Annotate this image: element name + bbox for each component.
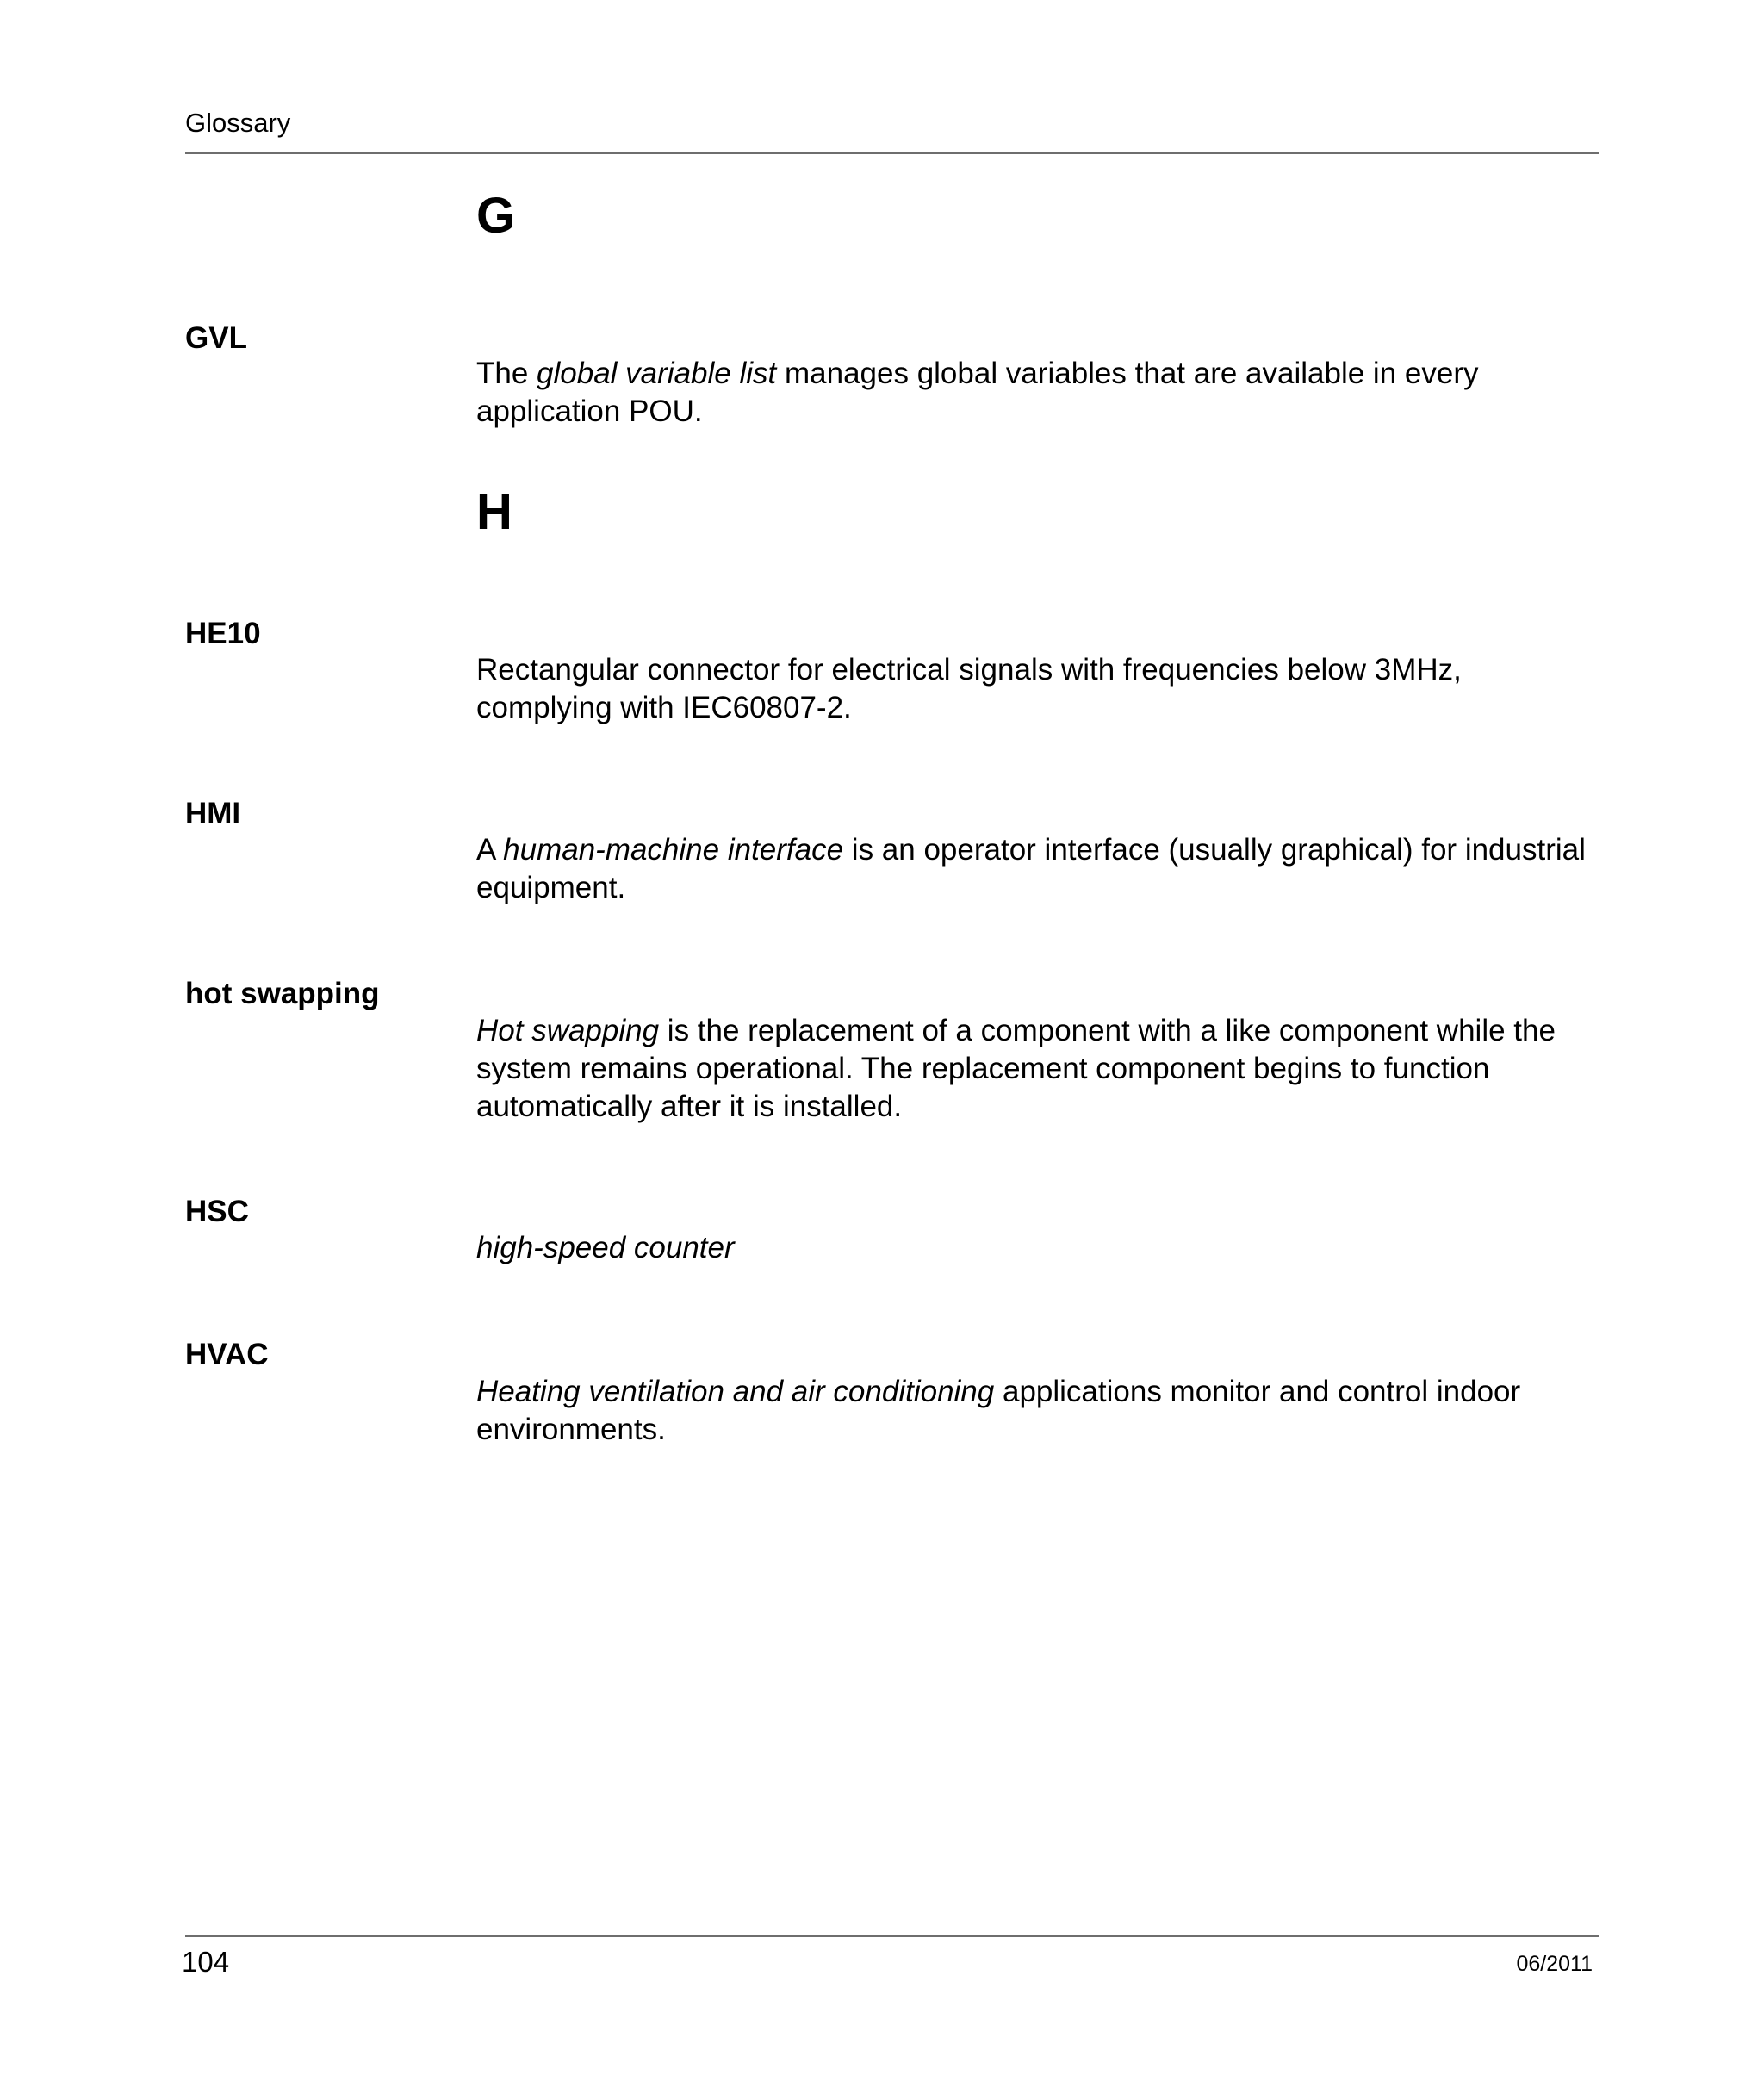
page-number: 104 (182, 1946, 230, 1978)
definition-emphasis: Hot swapping (476, 1014, 660, 1047)
glossary-term: HVAC (185, 1338, 269, 1371)
glossary-definition (476, 1373, 1605, 1449)
definition-text: is the replacement of a component with a like component while the system remains operational. The replacement component begins to function automatically after it is installed. (476, 1014, 1556, 1123)
glossary-definition (476, 831, 1605, 907)
glossary-definition (476, 1012, 1605, 1126)
definition-text: applications monitor and control indoor environments. (476, 1375, 1521, 1446)
definition-text: Rectangular connector for electrical signals with frequencies below 3MHz, complying with IEC60807-2. (476, 653, 1462, 724)
section-letter-g: G (476, 188, 516, 244)
definition-emphasis: high-speed counter (476, 1231, 735, 1264)
glossary-definition (476, 355, 1605, 431)
footer-rule (185, 1935, 1599, 1937)
header-rule (185, 152, 1599, 154)
definition-text: is an operator interface (usually graphical) for industrial equipment. (476, 833, 1586, 904)
glossary-term: HMI (185, 797, 241, 830)
glossary-term: HE10 (185, 617, 261, 650)
glossary-definition (476, 651, 1605, 727)
definition-emphasis: human-machine interface (503, 833, 844, 867)
section-letter-h: H (476, 484, 512, 540)
definition-text: manages global variables that are available in every application POU. (476, 357, 1479, 428)
definition-emphasis: global variable list (537, 357, 777, 390)
glossary-definition (476, 1229, 1605, 1267)
definition-emphasis: Heating ventilation and air conditioning (476, 1375, 995, 1408)
glossary-term: hot swapping (185, 977, 380, 1010)
definition-text: The (476, 357, 537, 390)
glossary-term: HSC (185, 1195, 249, 1228)
definition-text: A (476, 833, 504, 867)
publication-date: 06/2011 (1516, 1952, 1593, 1976)
glossary-term: GVL (185, 321, 247, 355)
running-header: Glossary (185, 108, 291, 138)
